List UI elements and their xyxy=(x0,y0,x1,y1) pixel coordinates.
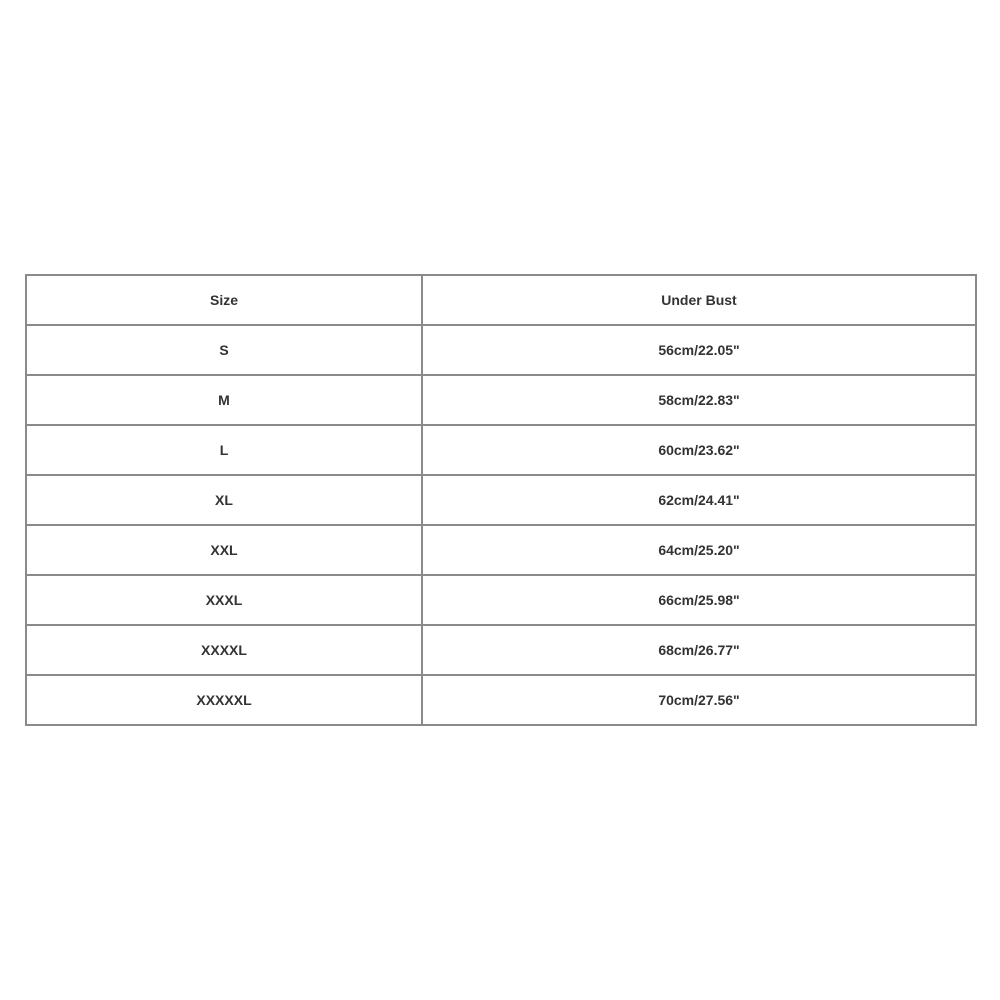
under-bust-cell: 62cm/24.41" xyxy=(422,475,976,525)
under-bust-cell: 70cm/27.56" xyxy=(422,675,976,725)
table-row xyxy=(26,425,976,475)
under-bust-cell: 56cm/22.05" xyxy=(422,325,976,375)
size-cell: XXXXL xyxy=(26,625,422,675)
size-cell: XXXL xyxy=(26,575,422,625)
table-row xyxy=(26,325,976,375)
size-cell: M xyxy=(26,375,422,425)
under-bust-cell: 68cm/26.77" xyxy=(422,625,976,675)
size-cell: S xyxy=(26,325,422,375)
under-bust-column-header: Under Bust xyxy=(422,275,976,325)
size-cell: XXL xyxy=(26,525,422,575)
table-row xyxy=(26,525,976,575)
under-bust-cell: 66cm/25.98" xyxy=(422,575,976,625)
size-cell: XXXXXL xyxy=(26,675,422,725)
size-chart-table xyxy=(25,274,977,726)
under-bust-cell: 64cm/25.20" xyxy=(422,525,976,575)
under-bust-cell: 60cm/23.62" xyxy=(422,425,976,475)
table-row xyxy=(26,475,976,525)
size-column-header: Size xyxy=(26,275,422,325)
table-row xyxy=(26,675,976,725)
size-cell: L xyxy=(26,425,422,475)
table-row xyxy=(26,625,976,675)
table-row xyxy=(26,575,976,625)
table-row xyxy=(26,375,976,425)
under-bust-cell: 58cm/22.83" xyxy=(422,375,976,425)
table-header-row xyxy=(26,275,976,325)
size-cell: XL xyxy=(26,475,422,525)
